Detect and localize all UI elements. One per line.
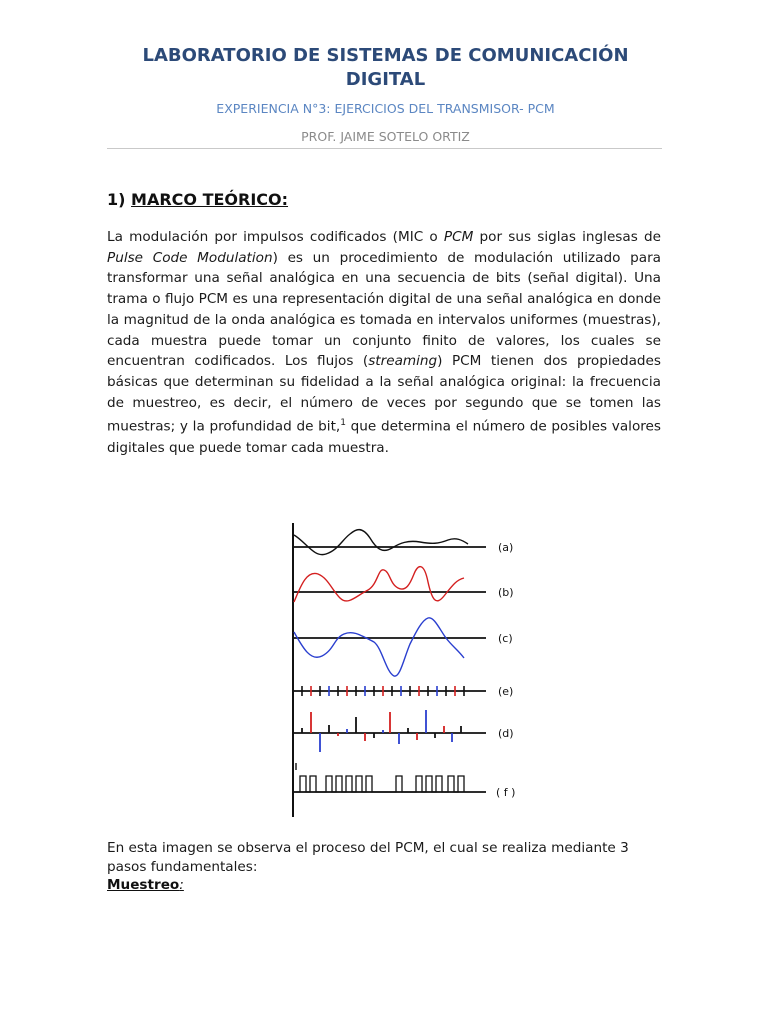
label-d: (d) <box>498 727 514 740</box>
waveform-b <box>294 567 464 602</box>
label-a: (a) <box>498 541 514 554</box>
body-paragraph <box>107 227 661 458</box>
experience-subtitle: EXPERIENCIA N°3: EJERCICIOS DEL TRANSMISOR- PCM <box>216 101 555 116</box>
paragraph-text-3: ) es un procedimiento de modulación utilizado para transformar una señal analógica en una secuencia de bits (señal digital). Una trama o flujo PCM es una representación digital de una señal analógica en donde la magnitud de la onda analógica es tomada en intervalos uniformes (muestras), cada muestra puede tomar un conjunto finito de valores, los cuales se encuentran codificados. Los flujos ( <box>107 249 661 370</box>
label-e: (e) <box>498 685 514 698</box>
paragraph-footnote: 1 <box>340 418 346 429</box>
document-title <box>107 44 664 92</box>
title-line-2: DIGITAL <box>345 69 426 90</box>
label-f: ( f ) <box>496 786 516 799</box>
sample-impulses <box>302 710 461 752</box>
section-title: MARCO TEÓRICO: <box>131 190 289 209</box>
muestreo-heading <box>107 877 184 893</box>
professor-name: PROF. JAIME SOTELO ORTIZ <box>301 129 470 144</box>
paragraph-pcm-full: Pulse Code Modulation <box>107 249 273 266</box>
paragraph-streaming: streaming <box>368 353 438 370</box>
paragraph-pcm: PCM <box>443 229 474 245</box>
title-line-1: LABORATORIO DE SISTEMAS DE COMUNICACIÓN <box>142 45 629 66</box>
pcm-process-figure <box>286 520 526 820</box>
pulse-train-f <box>296 776 464 792</box>
paragraph-text-4: ) PCM tienen dos propiedades básicas que determinan su fidelidad a la señal analógica original: la frecuencia de muestreo, es decir, el número de veces por segundo que se tomen las muestras; y la profundidad de bit, <box>107 353 662 435</box>
paragraph-text-5: que determina el número de posibles valores digitales que puede tomar cada muestra. <box>107 418 661 456</box>
section-heading <box>107 190 288 209</box>
label-c: (c) <box>498 632 513 645</box>
muestreo-colon: : <box>179 877 184 893</box>
waveform-c <box>294 618 464 676</box>
section-number: 1) <box>107 190 126 209</box>
paragraph-text-2: por sus siglas inglesas de <box>473 229 661 245</box>
paragraph-text-1: La modulación por impulsos codificados (MIC o <box>107 229 444 245</box>
muestreo-label: Muestreo <box>107 877 180 893</box>
figure-caption: En esta imagen se observa el proceso del PCM, el cual se realiza mediante 3 pasos fundamentales: <box>107 840 629 875</box>
waveform-a <box>294 530 468 555</box>
label-b: (b) <box>498 586 514 599</box>
header-divider <box>107 148 662 149</box>
